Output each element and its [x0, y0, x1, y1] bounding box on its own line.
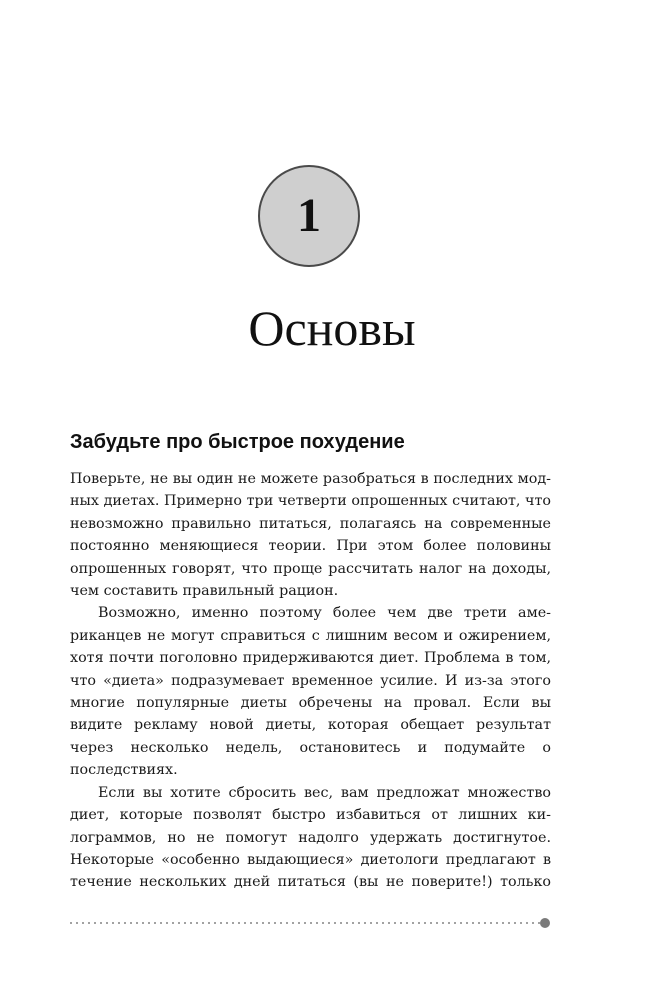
chapter-number-badge: [258, 165, 360, 267]
chapter-number: 1: [297, 189, 321, 242]
body-text: [70, 468, 551, 894]
paragraph-1: Поверьте, не вы один не можете разобраться в последних модных диетах. Примерно три четверти опрошенных считают, что невозможно правильно питаться, полагаясь на современные постоянно меняющиеся теории. При этом более половины опрошенных говорят, что проще рассчитать налог на доходы, чем составить правильный рацион.: [70, 471, 551, 600]
paragraph-3: Если вы хотите сбросить вес, вам предложат множество диет, которые позволят быстро избавиться от лишних килограммов, но не помогут надолго удержать достигнутое. Некоторые «особенно выдающиеся» диетологи предлагают в течение нескольких дней питаться (вы не поверите!) только: [70, 784, 551, 891]
footer-bullet-icon: [540, 918, 550, 928]
paragraph-2: Возможно, именно поэтому более чем две трети американцев не могут справиться с лишним весом и ожирением, хотя почти поголовно придерживаются диет. Проблема в том, что «диета» подразумевает временное усилие. И из-за этого многие популярные диеты обречены на провал. Если вы видите рекламу новой диеты, которая обещает результат через несколько недель, остановитесь и подумайте о последствиях.: [70, 605, 551, 779]
section-heading: Забудьте про быстрое похудение: [70, 431, 405, 453]
chapter-title: Основы: [248, 300, 416, 356]
footer-dotted-rule: [68, 922, 540, 924]
